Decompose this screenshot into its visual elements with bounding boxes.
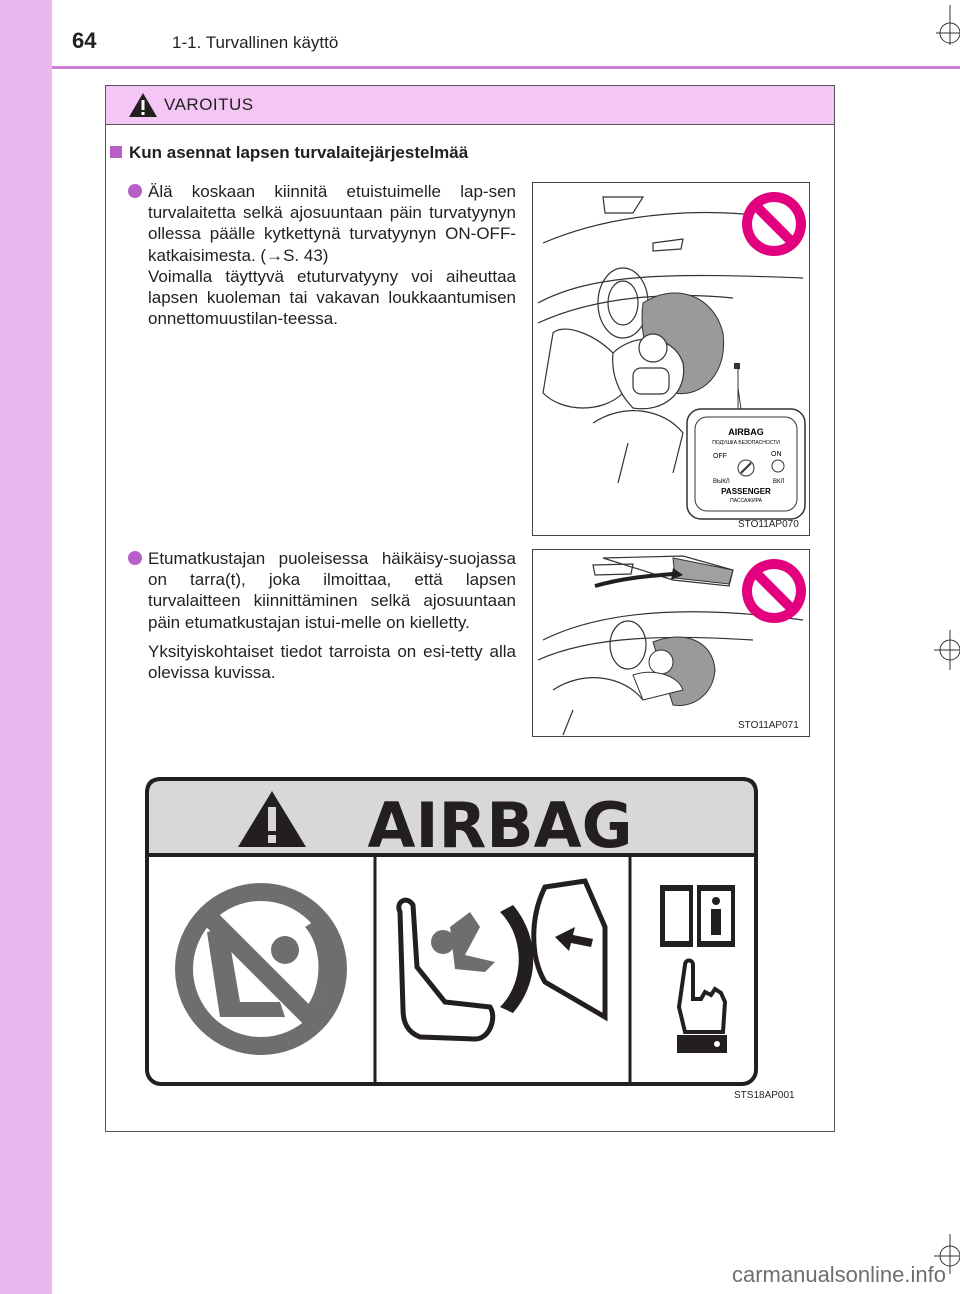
- figure-sun-visor-label: [532, 549, 810, 737]
- switch-off-ru-label: ВЫКЛ: [713, 479, 730, 485]
- figure-child-seat-airbag-on: [532, 182, 810, 536]
- bullet-item: [148, 548, 516, 683]
- crop-mark-icon: [930, 5, 960, 45]
- section-title: 1-1. Turvallinen käyttö: [172, 33, 339, 52]
- warning-triangle-icon: [128, 92, 158, 118]
- bullet-text: Älä koskaan kiinnitä etuistuimelle lap-sen turvalaitetta selkä ajosuuntaan päin turvatyynyn ollessa päälle kytkettynä turvatyynyn ON-OFF-katkaisimesta. (→S. 43): [148, 182, 516, 265]
- car-interior-illustration: [533, 183, 809, 535]
- switch-passenger-label: PASSENGER: [721, 487, 771, 496]
- header-rule: [52, 66, 960, 69]
- warning-label: VAROITUS: [164, 95, 254, 114]
- figure-code: STO11AP070: [738, 519, 799, 530]
- switch-on-label: ON: [771, 451, 782, 458]
- bullet-dot-icon: [128, 551, 142, 565]
- switch-passenger-ru-label: ПАССАЖИРА: [730, 498, 762, 504]
- switch-on-ru-label: ВКЛ: [773, 479, 785, 485]
- bullet-text: Voimalla täyttyvä etuturvatyyny voi aiheuttaa lapsen kuoleman tai vakavan loukkaantumisen onnettomuustilan-teessa.: [148, 266, 516, 329]
- airbag-sign-title: AIRBAG: [367, 789, 633, 862]
- airbag-warning-label: [145, 777, 758, 1087]
- label-figure-code: STS18AP001: [734, 1090, 795, 1101]
- side-tab: [0, 0, 52, 1294]
- bullet-item: [148, 181, 516, 329]
- switch-airbag-ru-label: ПОДУШКА БЕЗОПАСНОСТИ: [712, 440, 780, 446]
- bullet-text: Yksityiskohtaiset tiedot tarroista on esi-tetty alla olevissa kuvissa.: [148, 641, 516, 683]
- switch-airbag-label: AIRBAG: [728, 427, 764, 437]
- page-number: 64: [72, 28, 97, 53]
- square-bullet-icon: [110, 146, 122, 158]
- warning-heading: [110, 143, 468, 163]
- read-manual-icon: [660, 885, 735, 947]
- bullet-dot-icon: [128, 184, 142, 198]
- sun-visor-illustration: [533, 550, 809, 736]
- crop-mark-icon: [930, 630, 960, 670]
- warning-heading-text: Kun asennat lapsen turvalaitejärjestelmää: [129, 143, 469, 162]
- figure-code: STO11AP071: [738, 720, 799, 731]
- bullet-text: Etumatkustajan puoleisessa häikäisy-suojassa on tarra(t), joka ilmoittaa, että lapsen turvalaitteen kiinnittäminen selkä ajosuuntaan päin etumatkustajan istui-melle on kielletty.: [148, 549, 516, 632]
- warning-header: [106, 86, 834, 125]
- watermark: carmanualsonline.info: [731, 1262, 946, 1287]
- switch-off-label: OFF: [713, 453, 727, 460]
- no-rear-facing-seat-icon: [175, 883, 347, 1055]
